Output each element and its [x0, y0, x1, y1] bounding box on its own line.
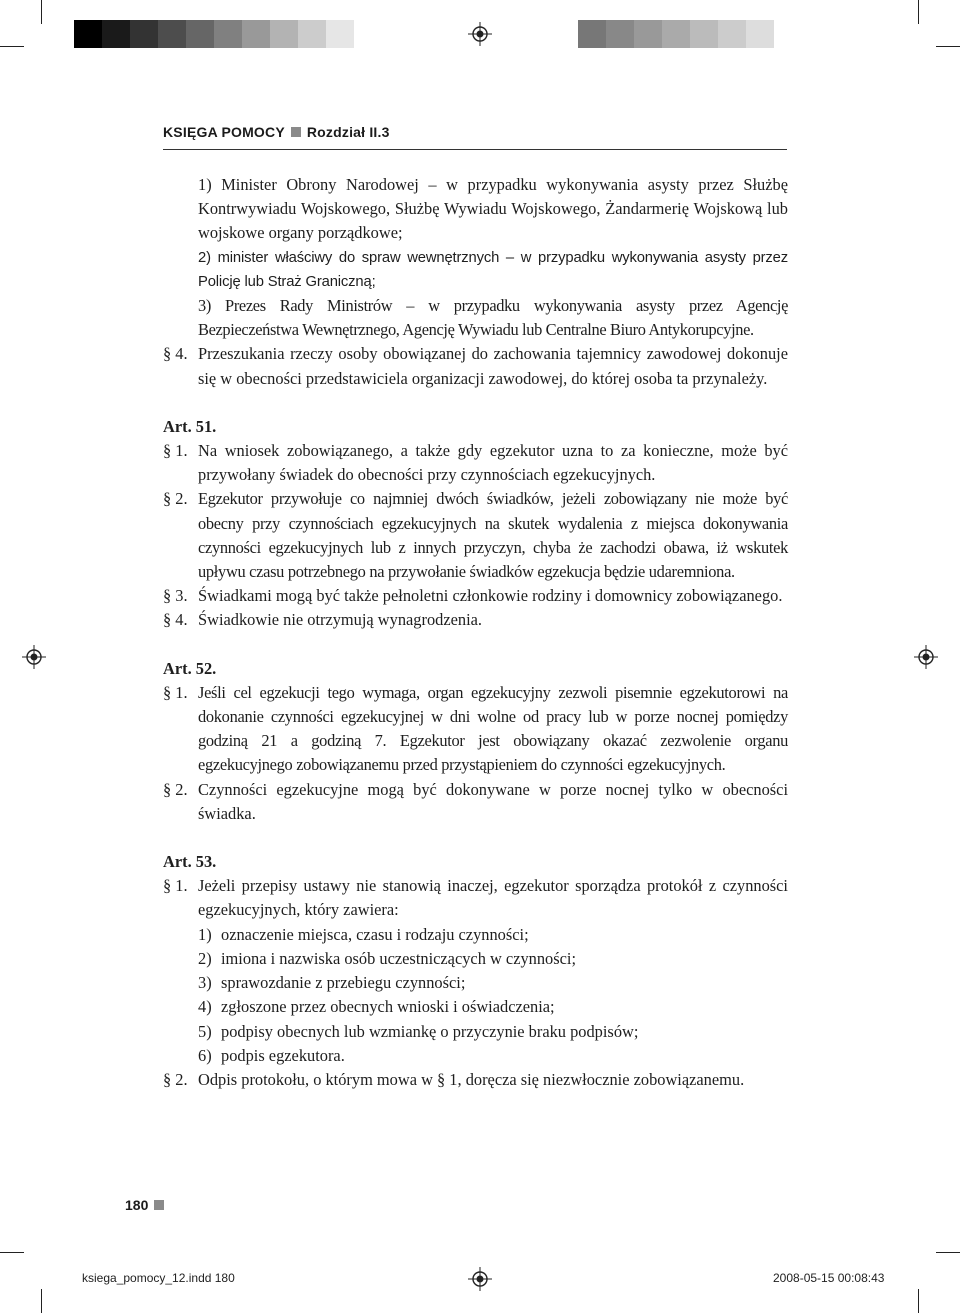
- list-item-text: podpis egzekutora.: [221, 1045, 345, 1065]
- paragraph-text: Egzekutor przywołuje co najmniej dwóch świadków, jeżeli zobowiązany nie może być obecny przy czynnościach egzekucyjnych na skutek wydalenia z miejsca dokonywania czynności egzekucyjnych lub z innych przyczyn, chyba że zachodzi obawa, iż wskutek upływu czasu potrzebnego na przywołanie świadków egzekucja będzie udaremniona.: [198, 489, 788, 582]
- crop-mark: [41, 1289, 42, 1313]
- slug-timestamp: 2008-05-15 00:08:43: [773, 1271, 885, 1285]
- list-item: 3) sprawozdanie z przebiegu czynności;: [198, 971, 788, 995]
- list-item-text: podpisy obecnych lub wzmiankę o przyczynie braku podpisów;: [221, 1021, 639, 1041]
- book-title: KSIĘGA POMOCY: [163, 124, 285, 140]
- article-heading: Art. 53.: [163, 852, 217, 872]
- paragraph: [163, 487, 788, 584]
- color-swatch: [690, 20, 718, 48]
- crop-mark: [918, 1289, 919, 1313]
- paragraph-number: § 4.: [163, 344, 188, 364]
- paragraph-number: § 3.: [163, 586, 188, 606]
- article-heading: Art. 51.: [163, 416, 217, 436]
- chapter-title: Rozdział II.3: [306, 124, 390, 140]
- page-number: 180: [125, 1197, 164, 1213]
- paragraph-text: Na wniosek zobowiązanego, a także gdy egzekutor uzna to za konieczne, może być przywołany świadek do obecności przy czynnościach egzekucyjnych.: [198, 441, 788, 485]
- header-rule: [163, 149, 787, 150]
- protocol-contents-list: [198, 923, 788, 1068]
- paragraph-text: Czynności egzekucyjne mogą być dokonywane w porze nocnej tylko w obecności świadka.: [198, 779, 788, 823]
- running-header: [163, 124, 390, 140]
- paragraph-number: § 1.: [163, 682, 188, 702]
- color-swatch: [214, 20, 242, 48]
- list-item: 3) Prezes Rady Ministrów – w przypadku wykonywania asysty przez Agencję Bezpieczeństwa Wewnętrznego, Agencję Wywiadu lub Centralne Biuro Antykorupcyjne.: [198, 296, 789, 340]
- color-swatch: [270, 20, 298, 48]
- list-item: 6) podpis egzekutora.: [198, 1044, 788, 1068]
- crop-mark: [936, 1252, 960, 1253]
- list-item: 2) minister właściwy do spraw wewnętrznych – w przypadku wykonywania asysty przez Policję lub Straż Graniczną;: [198, 249, 788, 290]
- color-swatch: [158, 20, 186, 48]
- paragraph-number: § 1.: [163, 876, 188, 896]
- paragraph-text: Odpis protokołu, o którym mowa w § 1, doręcza się niezwłocznie zobowiązanemu.: [198, 1069, 745, 1089]
- page-body: [163, 173, 788, 1092]
- crop-mark: [0, 46, 24, 47]
- paragraph: [163, 439, 788, 487]
- paragraph-number: § 2.: [163, 1069, 188, 1089]
- registration-mark-icon: [468, 1267, 492, 1291]
- registration-mark-icon: [22, 645, 46, 669]
- paragraph: [163, 1068, 788, 1092]
- paragraph: [163, 681, 788, 778]
- gray-color-bar: [74, 20, 354, 48]
- paragraph: [163, 584, 788, 608]
- intro-list: [163, 173, 788, 342]
- paragraph-text: Przeszukania rzeczy osoby obowiązanej do zachowania tajemnicy zawodowej dokonuje się w obecności przedstawiciela organizacji zawodowej, do której osoba ta przynależy.: [198, 344, 788, 388]
- paragraph-number: § 2.: [163, 779, 188, 799]
- paragraph-text: Jeśli cel egzekucji tego wymaga, organ egzekucyjny zezwoli pisemnie egzekutorowi na dokonanie czynności egzekucyjnej w dni wolne od pracy lub w porze nocnej pomiędzy godziną 21 a godziną 7. Egzekutor jest obowiązany okazać zezwolenie organu egzekucyjnego zobowiązanemu przed przystąpieniem do czynności egzekucyjnych.: [198, 682, 788, 775]
- article-heading: Art. 52.: [163, 658, 217, 678]
- color-swatch: [242, 20, 270, 48]
- list-item: 1) Minister Obrony Narodowej – w przypadku wykonywania asysty przez Służbę Kontrwywiadu Wojskowego, Służbę Wywiadu Wojskowego, Żandarmerię Wojskową lub wojskowe organy porządkowe;: [198, 175, 788, 243]
- paragraph: [163, 342, 788, 390]
- crop-mark: [0, 1252, 24, 1253]
- paragraph-number: § 4.: [163, 610, 188, 630]
- registration-mark-icon: [914, 645, 938, 669]
- paragraph: [163, 608, 788, 632]
- slug-filename: ksiega_pomocy_12.indd 180: [82, 1271, 235, 1285]
- color-swatch: [130, 20, 158, 48]
- list-item-text: zgłoszone przez obecnych wnioski i oświadczenia;: [221, 997, 555, 1017]
- color-swatch: [578, 20, 606, 48]
- paragraph-text: Świadkami mogą być także pełnoletni członkowie rodziny i domownicy zobowiązanego.: [198, 586, 783, 606]
- square-marker-icon: [291, 127, 301, 137]
- paragraph-number: § 2.: [163, 489, 188, 509]
- list-item: 2) imiona i nazwiska osób uczestniczących w czynności;: [198, 947, 788, 971]
- paragraph-text: Świadkowie nie otrzymują wynagrodzenia.: [198, 610, 483, 630]
- list-item: 1) oznaczenie miejsca, czasu i rodzaju czynności;: [198, 923, 788, 947]
- color-swatch: [634, 20, 662, 48]
- list-item: 4) zgłoszone przez obecnych wnioski i oświadczenia;: [198, 995, 788, 1019]
- gray-color-bar-right: [578, 20, 774, 48]
- list-item-text: sprawozdanie z przebiegu czynności;: [221, 973, 466, 993]
- color-swatch: [74, 20, 102, 48]
- color-swatch: [298, 20, 326, 48]
- square-marker-icon: [154, 1200, 164, 1210]
- color-swatch: [326, 20, 354, 48]
- paragraph: [163, 778, 788, 826]
- list-item-text: minister właściwy do spraw wewnętrznych – w przypadku wykonywania asysty przez Policję lub Straż Graniczną;: [198, 249, 788, 290]
- color-swatch: [186, 20, 214, 48]
- paragraph-number: § 1.: [163, 441, 188, 461]
- crop-mark: [918, 0, 919, 24]
- crop-mark: [41, 0, 42, 24]
- list-item-text: Minister Obrony Narodowej – w przypadku wykonywania asysty przez Służbę Kontrwywiadu Wojskowego, Służbę Wywiadu Wojskowego, Żandarmerię Wojskową lub wojskowe organy porządkowe;: [198, 175, 788, 243]
- color-swatch: [606, 20, 634, 48]
- list-item-text: oznaczenie miejsca, czasu i rodzaju czynności;: [221, 924, 529, 944]
- crop-mark: [936, 46, 960, 47]
- paragraph: [163, 874, 788, 922]
- list-item: 5) podpisy obecnych lub wzmiankę o przyczynie braku podpisów;: [198, 1020, 788, 1044]
- color-swatch: [662, 20, 690, 48]
- list-item-text: imiona i nazwiska osób uczestniczących w czynności;: [221, 948, 577, 968]
- paragraph-text: Jeżeli przepisy ustawy nie stanowią inaczej, egzekutor sporządza protokół z czynności egzekucyjnych, który zawiera:: [198, 876, 788, 920]
- registration-mark-icon: [468, 22, 492, 46]
- color-swatch: [102, 20, 130, 48]
- color-swatch: [746, 20, 774, 48]
- list-item-text: Prezes Rady Ministrów – w przypadku wykonywania asysty przez Agencję Bezpieczeństwa Wewnętrznego, Agencję Wywiadu lub Centralne Biuro Antykorupcyjne.: [198, 296, 789, 340]
- color-swatch: [718, 20, 746, 48]
